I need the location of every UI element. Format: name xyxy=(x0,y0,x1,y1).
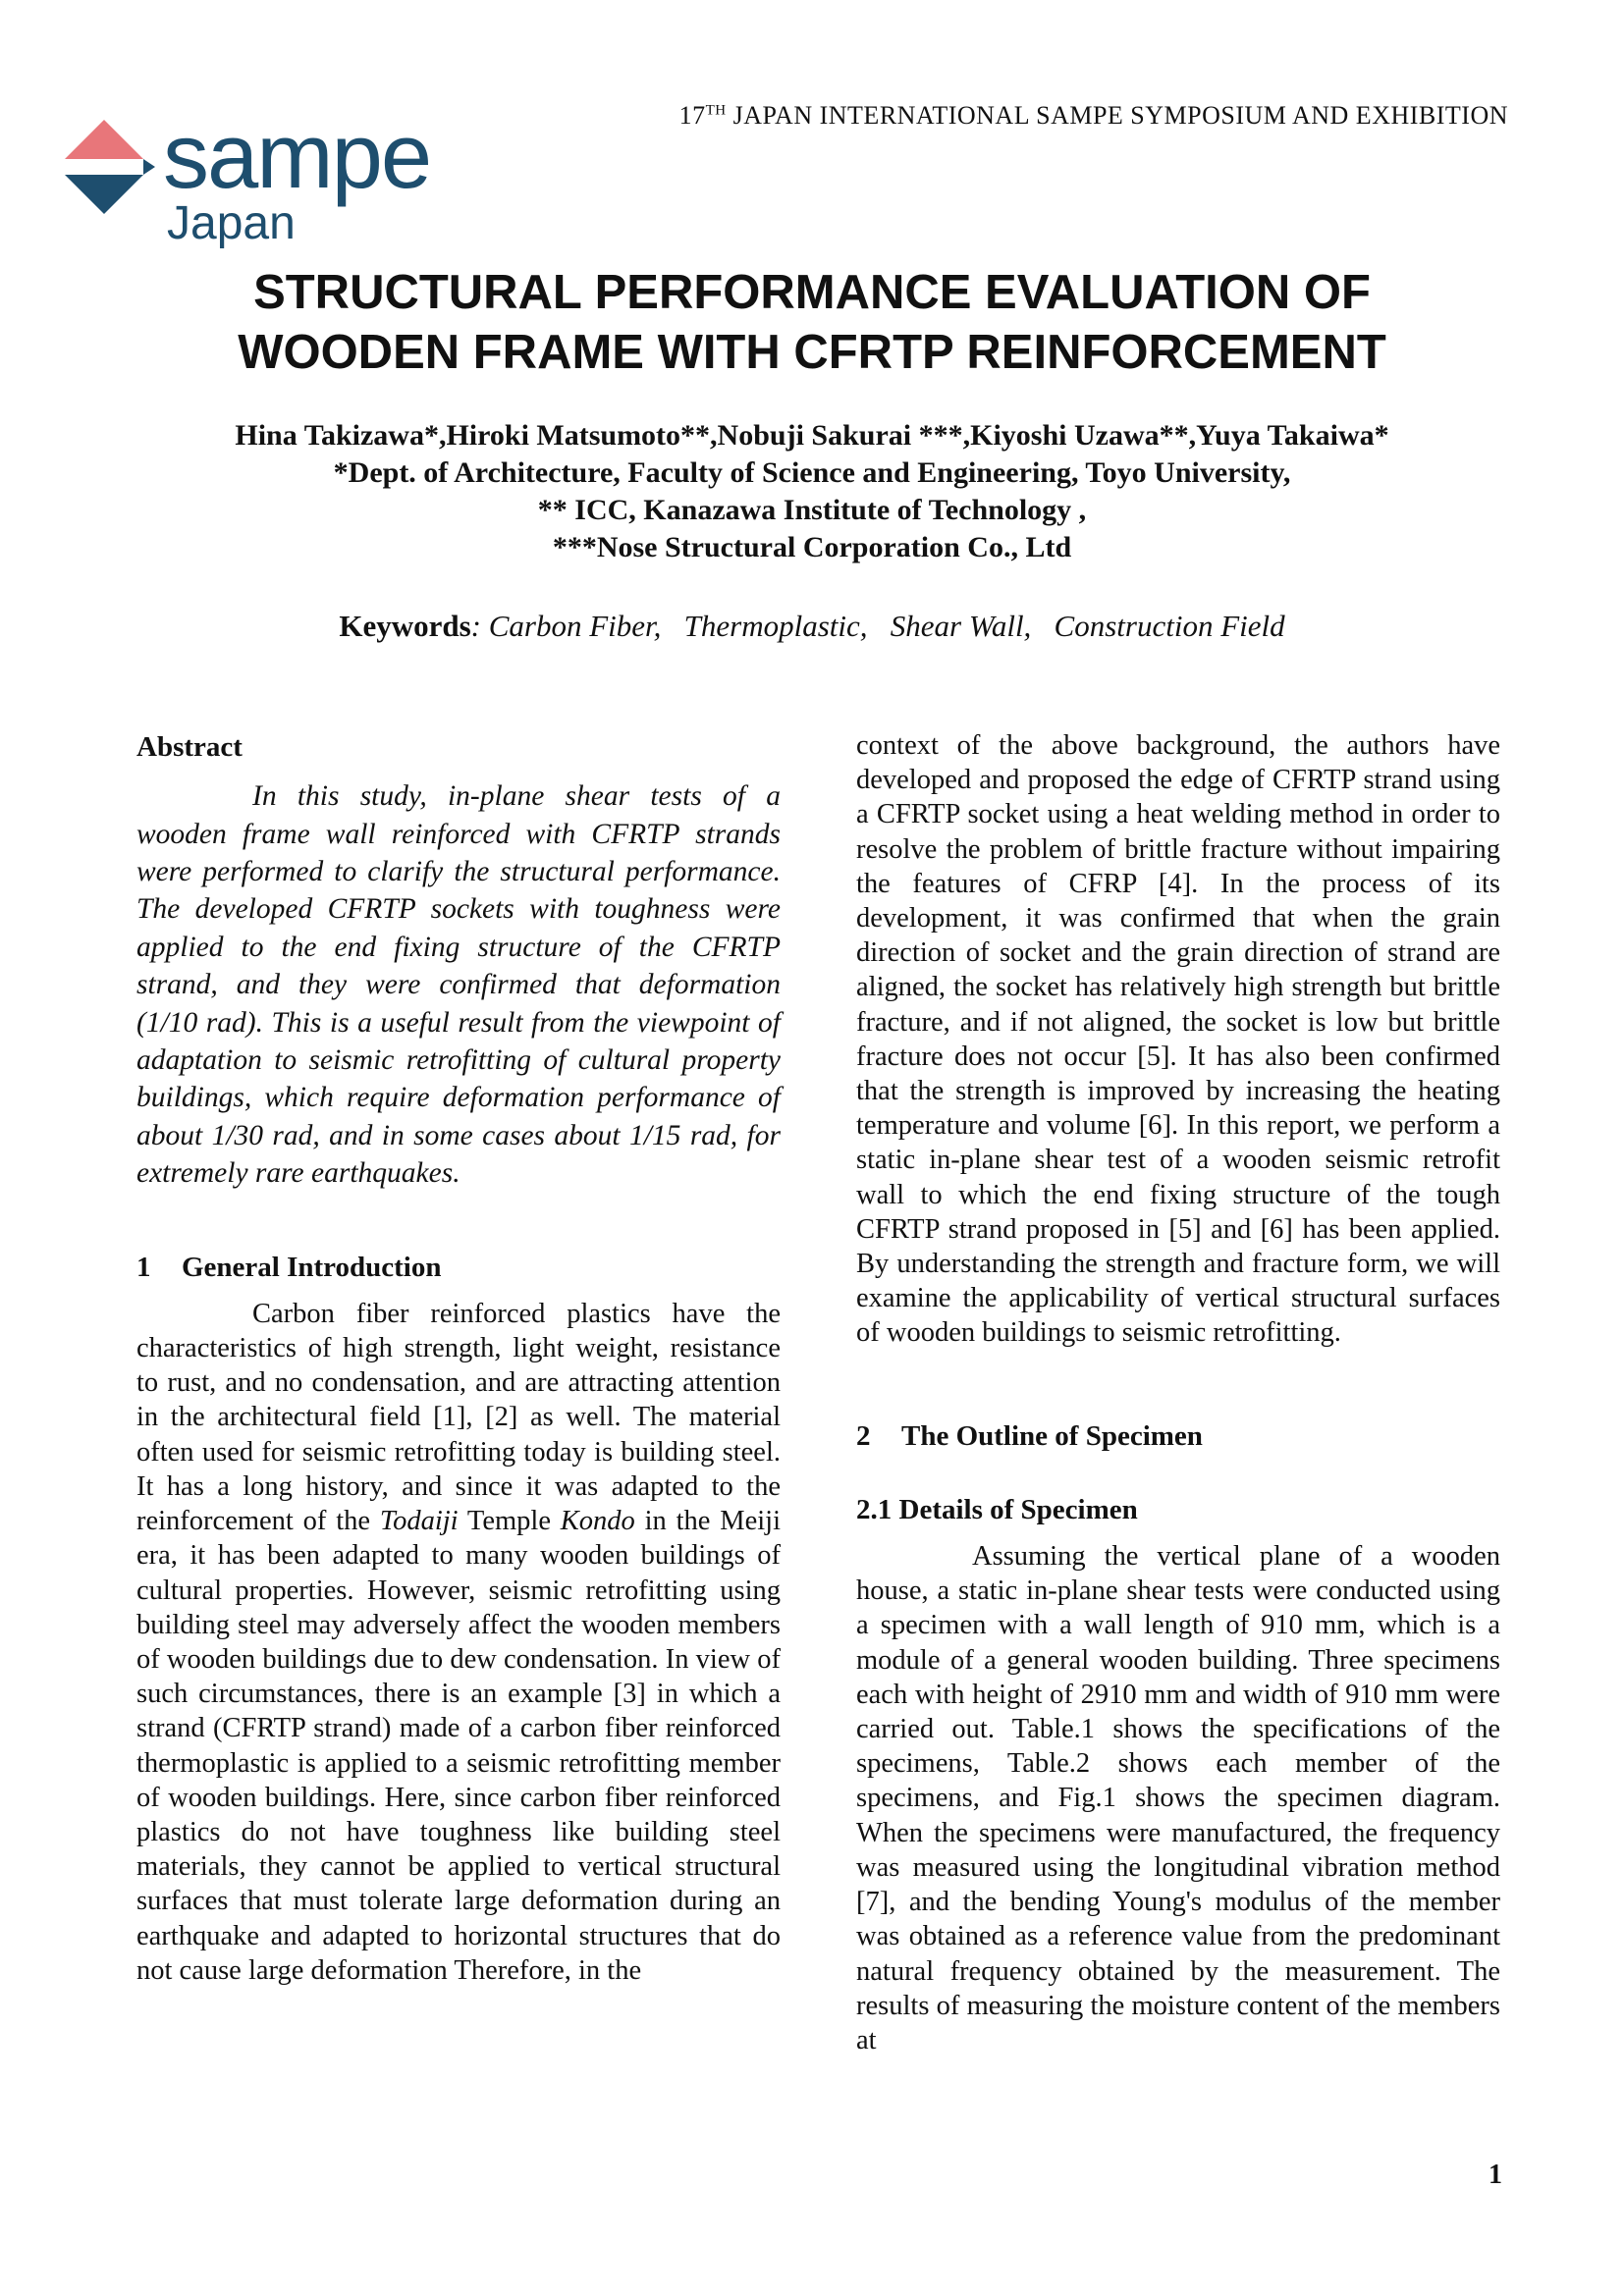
section-1-number: 1 xyxy=(136,1251,151,1283)
abstract-heading: Abstract xyxy=(136,731,243,763)
keywords-line xyxy=(0,609,1624,644)
author-names: Hina Takizawa*,Hiroki Matsumoto**,Nobuji Sakurai ***,Kiyoshi Uzawa**,Yuya Takaiwa* xyxy=(235,419,1389,452)
kondo-emphasis: Kondo xyxy=(560,1506,635,1537)
section-2-title: The Outline of Specimen xyxy=(901,1419,1203,1452)
affiliation-2: ** ICC, Kanazawa Institute of Technology , xyxy=(537,494,1087,526)
keywords-label: Keywords xyxy=(339,609,471,643)
logo-wordmark: sampe xyxy=(163,104,431,207)
section-1-heading xyxy=(136,1251,781,1285)
section-2-heading xyxy=(856,1419,1500,1454)
abstract-text: In this study, in-plane shear tests of a wooden frame wall reinforced with CFRTP strands were performed to clarify the structural performance. The developed CFRTP sockets with toughness were applied to the end fixing structure of the CFRTP strand, and they were confirmed that deformation (1/10 rad). This is a useful result from the viewpoint of adaptation to seismic retrofitting of cultural property buildings, which require deformation performance of about 1/30 rad, and in some cases about 1/15 rad, for extremely rare earthquakes. xyxy=(136,780,781,1190)
title-line-1: STRUCTURAL PERFORMANCE EVALUATION OF xyxy=(253,266,1371,319)
conference-ordinal: 17 xyxy=(678,101,706,130)
conference-name: JAPAN INTERNATIONAL SAMPE SYMPOSIUM AND EXHIBITION xyxy=(726,101,1508,130)
logo-subtitle: Japan xyxy=(167,197,296,249)
affiliation-3: ***Nose Structural Corporation Co., Ltd xyxy=(552,531,1072,563)
sampe-japan-logo xyxy=(65,104,487,253)
keywords-values: : Carbon Fiber, Thermoplastic, Shear Wall, Construction Field xyxy=(470,609,1285,643)
subsection-2-1-paragraph: Assuming the vertical plane of a wooden house, a static in-plane shear tests were conducted using a specimen with a wall length of 910 mm, which is a module of a general wooden building. Three specimens each with height of 2910 mm and width of 910 mm were carried out. Table.1 shows the specifications of the specimens, Table.2 shows each member of the specimens, and Fig.1 shows the specimen diagram. When the specimens were manufactured, the frequency was measured using the longitudinal vibration method [7], and the bending Young's modulus of the member was obtained as a reference value from the predominant natural frequency obtained by the measurement. The results of measuring the moisture content of the members at xyxy=(856,1541,1500,2056)
author-block xyxy=(0,417,1624,566)
section-1-paragraph xyxy=(136,1297,781,1988)
section-2-number: 2 xyxy=(856,1419,871,1452)
section-1-continuation: context of the above background, the authors have developed and proposed the edge of CFRTP strand using a CFRTP socket using a heat welding method in order to resolve the problem of brittle fracture without impairing the features of CFRP [4]. In the process of its development, it was confirmed that when the grain direction of socket and the grain direction of strand are aligned, the socket has relatively high strength but brittle fracture, and if not aligned, the socket is low but brittle fracture does not occur [5]. It has also been confirmed that the strength is improved by increasing the heating temperature and volume [6]. In this report, we perform a static in-plane shear test of a wooden seismic retrofit wall to which the end fixing structure of the tough CFRTP strand proposed in [5] and [6] has been applied. By understanding the strength and fracture form, we will examine the applicability of vertical structural surfaces of wooden buildings to seismic retrofitting. xyxy=(856,730,1500,1349)
section-1-text-a: Carbon fiber reinforced plastics have the characteristics of high strength, light weight, resistance to rust, and no condensation, and are attracting attention in the architectural field [1], [2] as well. The material often used for seismic retrofitting today is building steel. It has a long history, and since it was adapted to the reinforcement of the xyxy=(136,1298,781,1537)
section-1-text-b: Temple xyxy=(458,1506,561,1537)
subsection-2-1-heading: 2.1 Details of Specimen xyxy=(856,1493,1138,1525)
page-number: 1 xyxy=(1489,2160,1502,2190)
left-column xyxy=(136,730,781,1988)
paper-title xyxy=(0,263,1624,383)
section-1-title: General Introduction xyxy=(182,1251,442,1283)
title-line-2: WOODEN FRAME WITH CFRTP REINFORCEMENT xyxy=(238,326,1386,379)
conference-header xyxy=(679,100,1508,131)
affiliation-1: *Dept. of Architecture, Faculty of Science and Engineering, Toyo University, xyxy=(333,456,1291,489)
right-column xyxy=(856,728,1500,2057)
section-1-text-c: in the Meiji era, it has been adapted to many wooden buildings of cultural properties. However, seismic retrofitting using building steel may adversely affect the wooden members of wooden buildings due to dew condensation. In view of such circumstances, there is an example [3] in which a strand (CFRTP strand) made of a carbon fiber reinforced thermoplastic is applied to a seismic retrofitting member of wooden buildings. Here, since carbon fiber reinforced plastics do not have toughness like building steel materials, they cannot be applied to vertical structural surfaces that must tolerate large deformation during an earthquake and adapted to horizontal structures that do not cause large deformation Therefore, in the xyxy=(136,1506,782,1986)
conference-ordinal-suffix: TH xyxy=(705,102,727,119)
sampe-logo-mark-icon xyxy=(65,118,155,228)
todaiji-emphasis: Todaiji xyxy=(379,1506,459,1537)
